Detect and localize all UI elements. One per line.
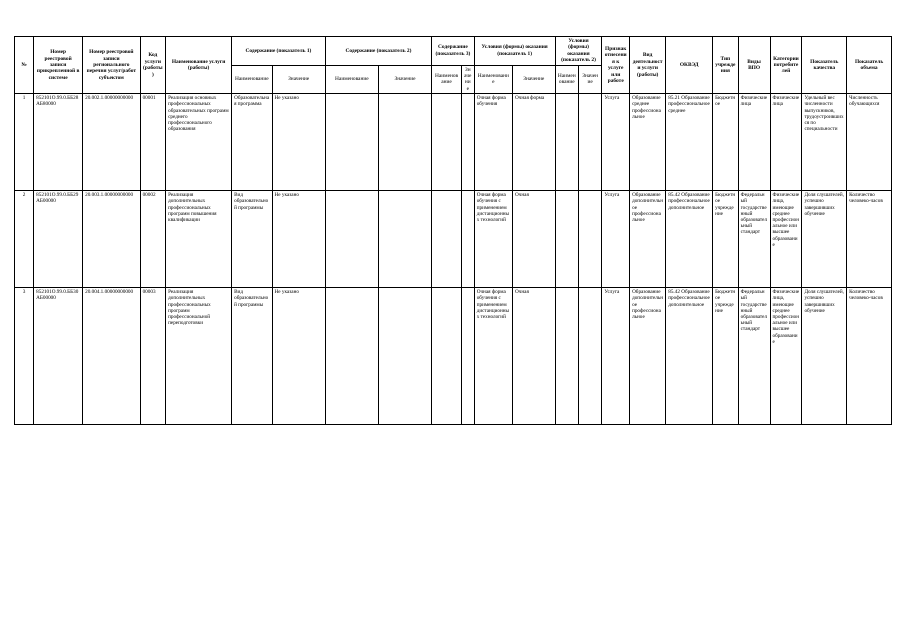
cell-c1-name: Образовательная программа [232,94,272,191]
cell-code: 00003 [140,288,166,425]
table-row [15,94,892,191]
cell-cond1-value: Очная [513,191,556,288]
header-cond2: Условия (формы) оказания (показатель 2) [555,37,602,66]
header-quality: Показатель качества [802,37,847,94]
cell-c1-value: Не указано [272,288,325,425]
cell-cond2-value [578,191,601,288]
cell-c3-value [461,288,474,425]
cell-cond1-name: Очная форма обучения [474,94,512,191]
cell-c3-value [461,191,474,288]
cell-okved: 85.42 Образование профессиональное дополнительное [666,191,713,288]
header-activity: Вид деятельности услуги (работы) [630,37,666,94]
cell-c1-name: Вид образовательной программы [232,191,272,288]
cell-c2-name [325,288,378,425]
cell-c3-name [432,94,462,191]
header-num: № [15,37,34,94]
cell-quality: Удельный вес численности выпускников, трудоустроившихся по специальности [802,94,847,191]
cell-cond2-name [555,94,578,191]
header-c3-name: Наименование [432,65,462,94]
cell-reg-num-list: 20.003.1.00000000000 [83,191,140,288]
cell-categories: Физические лица, имеющие среднее профессиональное или высшее образование [770,191,802,288]
cell-sign: Услуга [602,94,630,191]
cell-code: 00001 [140,94,166,191]
cell-sign: Услуга [602,288,630,425]
cell-c3-value [461,94,474,191]
registry-table-sheet [14,36,892,425]
header-cond2-name: Наименование [555,65,578,94]
cell-type-inst: Бюджетное учреждение [713,288,739,425]
cell-categories: Физические лица, имеющие среднее профессиональное или высшее образование [770,288,802,425]
header-c3-value: Значение [461,65,474,94]
cell-c2-name [325,94,378,191]
header-service-name: Наименование услуги (работы) [166,37,232,94]
header-reg-num-list: Номер реестровой записи регионального перечня услуг/работ субъектом [83,37,140,94]
header-okved: ОКВЭД [666,37,713,94]
header-types-vpo: Виды ВПО [738,37,770,94]
cell-service-name: Реализация основных профессиональных образовательных программ среднего профессионального образования [166,94,232,191]
cell-activity: Образование среднее профессиональное [630,94,666,191]
cell-c3-name [432,191,462,288]
cell-cond2-value [578,288,601,425]
cell-volume: Количество человеко-часов [847,191,892,288]
cell-c1-value: Не указано [272,191,325,288]
cell-cond1-value: Очная форма [513,94,556,191]
table-row [15,191,892,288]
cell-quality: Доля слушателей, успешно завершивших обучение [802,288,847,425]
cell-num: 1 [15,94,34,191]
header-row-1 [15,37,892,66]
cell-service-name: Реализация дополнительных профессиональных программ повышения квалификации [166,191,232,288]
cell-c2-value [378,288,431,425]
header-sign: Признак отнесения к услуге или работе [602,37,630,94]
cell-c2-value [378,94,431,191]
header-reg-num: Номер реестровой записи прикрепленной в системе [34,37,83,94]
cell-c1-name: Вид образовательной программы [232,288,272,425]
header-c2-name: Наименование [325,65,378,94]
table-row [15,288,892,425]
cell-num: 2 [15,191,34,288]
cell-volume: Численность обучающихся [847,94,892,191]
cell-num: 3 [15,288,34,425]
header-cond1-name: Наименование [474,65,512,94]
cell-c1-value: Не указано [272,94,325,191]
cell-cond2-name [555,288,578,425]
header-cond2-value: Значение [578,65,601,94]
cell-volume: Количество человеко-часов [847,288,892,425]
cell-categories: Физические лица [770,94,802,191]
cell-vpo: Физические лица [738,94,770,191]
cell-cond1-name: Очная форма обучения с применением дистанционных технологий [474,191,512,288]
cell-type-inst: Бюджетное [713,94,739,191]
cell-code: 00002 [140,191,166,288]
cell-okved: 85.21 Образование профессиональное среднее [666,94,713,191]
registry-table [14,36,892,425]
cell-okved: 85.42 Образование профессиональное дополнительное [666,288,713,425]
cell-c3-name [432,288,462,425]
header-cond1: Условия (формы) оказания (показатель 1) [474,37,555,66]
header-c1-value: Значение [272,65,325,94]
cell-reg-num: 852101О.99.0.ББ29АБ00000 [34,191,83,288]
cell-cond1-value: Очная [513,288,556,425]
header-type-inst: Тип учреждения [713,37,739,94]
cell-activity: Образование дополнительное профессиональное [630,191,666,288]
header-cond1-value: Значение [513,65,556,94]
cell-service-name: Реализация дополнительных профессиональных программ профессиональной переподготовки [166,288,232,425]
header-c2-value: Значение [378,65,431,94]
cell-reg-num-list: 20.004.1.00000000000 [83,288,140,425]
header-volume: Показатель объема [847,37,892,94]
cell-reg-num: 852101О.99.0.ББ30АБ00000 [34,288,83,425]
cell-sign: Услуга [602,191,630,288]
header-c1-name: Наименование [232,65,272,94]
cell-vpo: Федеральный государственный образовательный стандарт [738,288,770,425]
header-content2: Содержание (показатель 2) [325,37,431,66]
header-service-code: Код услуги (работы) [140,37,166,94]
header-content3: Содержание (показатель 3) [432,37,475,66]
cell-reg-num: 852101О.99.0.ББ28АБ80000 [34,94,83,191]
cell-c2-value [378,191,431,288]
cell-cond1-name: Очная форма обучения с применением дистанционных технологий [474,288,512,425]
header-content1: Содержание (показатель 1) [232,37,326,66]
cell-type-inst: Бюджетное учреждение [713,191,739,288]
cell-cond2-value [578,94,601,191]
cell-cond2-name [555,191,578,288]
cell-quality: Доля слушателей, успешно завершивших обучение [802,191,847,288]
cell-vpo: Федеральный государственный образовательный стандарт [738,191,770,288]
cell-activity: Образование дополнительное профессиональное [630,288,666,425]
header-categories: Категории потребителей [770,37,802,94]
cell-reg-num-list: 20.002.1.00000000000 [83,94,140,191]
cell-c2-name [325,191,378,288]
